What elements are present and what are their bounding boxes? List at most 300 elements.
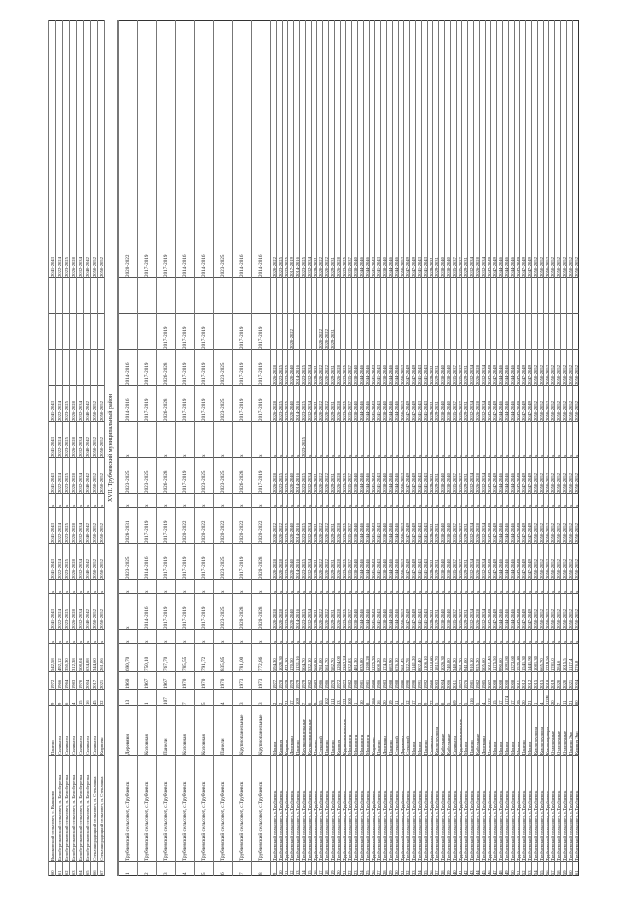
table-cell: 2044-2046 [504, 523, 509, 543]
table-cell: 2044-2046 [509, 401, 515, 421]
table-cell: 2050-2052 [99, 401, 104, 421]
table-cell: 2044-2046 [498, 365, 504, 385]
table-cell: x [417, 590, 422, 593]
table-cell: x [446, 590, 451, 593]
table-cell: 36 [428, 870, 434, 875]
table-cell: Кирпич Эко [573, 731, 579, 755]
table-cell: 634,88 [85, 658, 90, 671]
table-cell: 2047-2049 [486, 609, 492, 629]
table-cell: Панели [521, 740, 527, 755]
table-cell: Белоберезковский сельсовет, п. Белоберезка [71, 774, 76, 861]
table-cell: 2035-2037 [451, 523, 457, 543]
table-cell: x [125, 640, 131, 643]
table-cell: 2050-2052 [533, 401, 538, 421]
table-cell: x [370, 454, 376, 457]
rotated-table [48, 20, 579, 876]
table-cell: 2038-2040 [446, 473, 451, 493]
table-cell: 2020 [562, 679, 567, 689]
table-cell: x [370, 590, 376, 593]
table-cell: 2008 [504, 679, 509, 689]
table-cell: 3 [239, 702, 245, 705]
table-cell: 2047-2049 [405, 473, 411, 493]
table-cell: x [99, 590, 104, 593]
table-cell: x [283, 504, 289, 507]
table-cell: Монол [504, 741, 509, 755]
table-cell: 2020-2022 [318, 329, 324, 349]
table-cell [195, 278, 213, 314]
table-cell: 2029-2031 [463, 609, 469, 629]
table-cell: 2044-2046 [509, 609, 515, 629]
table-cell: x [144, 590, 150, 593]
table-cell: x [463, 590, 469, 593]
table-cell: 2040-2042 [85, 473, 90, 493]
table-cell: 2032-2034 [78, 473, 83, 493]
table-cell: Кирпич [335, 739, 341, 755]
table-cell: 2047-2049 [492, 559, 498, 579]
table-cell: 2020-2022 [318, 401, 324, 421]
table-cell: 37 [434, 870, 440, 875]
table-cell: Трубчевский сельсовет, с.Трубчевск [295, 790, 301, 861]
table-cell: Трубчевский сельсовет, с.Трубчевск [521, 790, 527, 861]
table-cell: 2047-2049 [486, 523, 492, 543]
table-cell: 2020-2028 [277, 609, 283, 629]
table-cell: 2014-2016 [295, 559, 301, 579]
table-cell: 2014-2016 [295, 401, 301, 421]
table-cell: 1373,60 [509, 656, 515, 671]
table-cell: 2015 [538, 679, 544, 689]
table-cell: 2017-2019 [201, 556, 207, 579]
table-cell: 2044-2046 [388, 523, 393, 543]
table-cell: x [201, 504, 207, 507]
table-cell: 174,19 [382, 658, 388, 671]
table-cell: x [64, 640, 69, 643]
table-cell: x [533, 454, 538, 457]
table-cell: 2023-2025 [301, 401, 306, 421]
table-cell: 2050-2052 [550, 401, 556, 421]
table-cell: 791,72 [201, 656, 207, 671]
table-cell: 2041-2043 [370, 365, 376, 385]
table-cell: Силикатн [57, 736, 62, 755]
table-cell: Кирпич [283, 739, 289, 755]
table-cell: x [163, 640, 169, 643]
table-cell: 2014-2016 [295, 609, 301, 629]
table-cell: 1973 [258, 678, 264, 689]
table-cell: 2029-2031 [428, 401, 434, 421]
table-cell: 2021 [99, 679, 104, 689]
table-cell: x [567, 504, 573, 507]
table-cell: 1967 [144, 678, 150, 689]
table-cell: 2050-2052 [538, 401, 544, 421]
table-cell: 561,45 [399, 658, 405, 671]
table-cell: 57 [550, 870, 556, 875]
table-cell: x [562, 504, 567, 507]
table-cell: 39 [446, 870, 451, 875]
table-cell: 1781,0 [550, 658, 556, 671]
table-cell: 8 [258, 872, 264, 875]
table-cell: x [71, 590, 76, 593]
table-cell: 1991 [417, 679, 422, 689]
table-cell: 2038-2040 [440, 365, 446, 385]
table-cell: 2026-2028 [475, 523, 480, 543]
table-cell: 2050-2052 [533, 365, 538, 385]
table-cell: Трубчевский сельсовет, с.Трубчевск [144, 781, 150, 861]
table-cell: x [347, 454, 353, 457]
table-cell: 1972 [341, 679, 347, 689]
capital-repair-schedule-table [48, 20, 579, 876]
table-cell: Панели Эко [567, 731, 573, 755]
table-cell: 2044-2046 [388, 559, 393, 579]
table-cell: 1970 [78, 679, 83, 689]
table-cell: 2020-2022 [324, 559, 330, 579]
table-cell: Силикатн [85, 736, 90, 755]
table-cell: 2029-2031 [434, 257, 440, 277]
table-cell: 690,70 [125, 656, 131, 671]
table-cell: 109 [295, 698, 301, 705]
table-cell: 740,80 [446, 658, 451, 671]
table-cell: 492,12 [57, 658, 62, 671]
table-cell: 761,70 [457, 658, 463, 671]
table-cell: 186 [370, 698, 376, 705]
table-cell: 504,70 [301, 658, 306, 671]
table-cell: 665,70 [538, 658, 544, 671]
table-cell: 2023-2025 [283, 401, 289, 421]
table-cell: 2029-2031 [428, 365, 434, 385]
table-cell: 2017-2019 [201, 606, 207, 629]
table-cell: 2050-2052 [562, 257, 567, 277]
table-cell: 2023-2025 [283, 559, 289, 579]
table-cell: x [475, 504, 480, 507]
table-cell: 2050-2052 [562, 473, 567, 493]
table-cell: 2029-2031 [330, 523, 335, 543]
table-cell: x [504, 640, 509, 643]
table-cell: 2029-2031 [312, 559, 318, 579]
table-cell: 1441,90 [527, 656, 533, 671]
table-cell: x [359, 640, 364, 643]
table-cell: 1114,60 [428, 656, 434, 671]
table-cell: x [258, 640, 264, 643]
table-cell: Трубчевский сельсовет, с.Трубчевск [324, 790, 330, 861]
table-cell: 2017-2019 [144, 520, 150, 543]
table-cell: 2047-2049 [515, 257, 521, 277]
table-cell: 2032-2034 [78, 609, 83, 629]
table-cell: 2044-2046 [504, 365, 509, 385]
table-cell: x [330, 640, 335, 643]
table-cell: Коловная [144, 734, 150, 755]
table-cell: Монол [463, 741, 469, 755]
table-cell: x [405, 590, 411, 593]
table-cell: 2041-2043 [376, 365, 382, 385]
table-cell: 1972 [335, 679, 341, 689]
table-cell: Панели [220, 738, 226, 755]
table-cell: x [457, 590, 463, 593]
table-cell: 2020-2040 [289, 365, 295, 385]
table-cell: x [364, 504, 370, 507]
table-cell: x [428, 640, 434, 643]
table-cell: Трубчевский сельсовет, с.Трубчевск [527, 790, 533, 861]
table-cell: x [295, 454, 301, 457]
table-cell: 2020-2022 [289, 329, 295, 349]
table-cell: Панели [422, 740, 428, 755]
table-cell: 2038-2040 [446, 401, 451, 421]
table-cell: 2050-2052 [573, 401, 579, 421]
table-cell: 1 [144, 702, 150, 705]
table-cell: Монолитн [359, 734, 364, 755]
table-cell: 20 [335, 870, 341, 875]
table-cell: x [480, 590, 486, 593]
table-cell: 284,6 [556, 660, 562, 671]
table-row [48, 20, 55, 876]
table-cell: x [341, 590, 347, 593]
table-cell: 53 [527, 870, 533, 875]
table-cell: x [411, 590, 417, 593]
table-cell: 2023-2025 [277, 257, 283, 277]
table-cell: x [324, 454, 330, 457]
table-cell: 2023-2025 [64, 437, 69, 457]
table-cell: 1960 [428, 679, 434, 689]
table-row [76, 20, 83, 876]
table-cell: Трубчевский сельсовет, с.Трубчевск [417, 790, 422, 861]
table-cell: 2029-2031 [434, 473, 440, 493]
table-cell: 2023-2025 [283, 523, 289, 543]
table-cell: 102 [324, 698, 330, 705]
table-cell: x [382, 590, 388, 593]
table-cell: 2026-2028 [163, 362, 169, 385]
table-cell: 2026-2028 [335, 473, 341, 493]
table-cell: 2006 [446, 679, 451, 689]
table-cell: 17 [498, 700, 504, 705]
table-cell: x [538, 454, 544, 457]
table-cell: x [521, 640, 527, 643]
table-cell: Коловная [201, 734, 207, 755]
table-cell: 56 [544, 870, 550, 875]
table-cell: 1972 [50, 679, 55, 689]
table-cell: 2020-2022 [324, 523, 330, 543]
table-cell: 2050-2052 [573, 365, 579, 385]
table-cell: 1980 [353, 679, 359, 689]
table-cell: 2023-2025 [283, 365, 289, 385]
table-cell: Деревянн [125, 733, 131, 755]
table-cell: 2050-2052 [399, 609, 405, 629]
table-cell: x [550, 590, 556, 593]
table-cell: 2050-2052 [544, 559, 550, 579]
table-cell: 2041-2043 [370, 559, 376, 579]
table-cell: x [125, 454, 131, 457]
table-cell: 5 [201, 872, 207, 875]
table-cell: x [359, 590, 364, 593]
table-cell: 2017-2019 [258, 470, 264, 493]
table-cell: 2041-2043 [422, 257, 428, 277]
table-cell: 5 [201, 702, 207, 705]
table-cell: 17 [509, 700, 515, 705]
table-cell: 2040-2042 [85, 437, 90, 457]
table-cell: 29 [388, 870, 393, 875]
table-cell: Панели [376, 740, 382, 755]
table-cell: 560,80 [312, 658, 318, 671]
table-cell: 30 [393, 870, 399, 875]
table-cell: Стеновой [393, 736, 399, 755]
table-cell: 2032-2034 [480, 609, 486, 629]
table-cell: 2029-2031 [330, 473, 335, 493]
table-cell: 2028-2031 [125, 520, 131, 543]
table-cell: 5 [475, 702, 480, 705]
table-cell: 2032-2034 [306, 257, 312, 277]
table-cell: 2038-2040 [440, 559, 446, 579]
table-cell: x [306, 640, 312, 643]
table-cell: 2029-2031 [463, 365, 469, 385]
table-cell: 1081,30 [533, 656, 538, 671]
table-cell: 2035-2037 [347, 401, 353, 421]
table-cell: 2026-2028 [71, 401, 76, 421]
table-cell: 2020-2022 [318, 365, 324, 385]
table-cell: 2026-2028 [335, 559, 341, 579]
table-cell: x [306, 590, 312, 593]
table-cell: 2047-2049 [521, 559, 527, 579]
table-cell: 2041-2043 [417, 401, 422, 421]
table-cell: 1988 [388, 679, 393, 689]
table-cell: 2014-2016 [295, 473, 301, 493]
table-cell: x [182, 590, 188, 593]
table-cell: 2041-2043 [50, 523, 55, 543]
table-cell: 2050-2052 [567, 257, 573, 277]
table-cell: 2032-2034 [78, 437, 83, 457]
table-cell: 11 [562, 700, 567, 705]
table-cell: 2047-2049 [515, 559, 521, 579]
table-cell: 2014-2016 [125, 362, 131, 385]
table-cell: 2020-2022 [272, 257, 277, 277]
table-cell: Трубчевский сельсовет, с.Трубчевск [475, 790, 480, 861]
table-cell: Трубчевский сельсовет, с.Трубчевск [258, 781, 264, 861]
table-cell: 2050-2052 [567, 401, 573, 421]
table-cell: Монолитн [364, 734, 370, 755]
table-cell: 2029-2031 [312, 523, 318, 543]
table-cell: x [417, 504, 422, 507]
table-cell: 2032-2034 [469, 257, 475, 277]
table-cell: x [498, 504, 504, 507]
table-cell: 2041-2043 [376, 401, 382, 421]
table-cell: 2029-2031 [330, 257, 335, 277]
table-cell: 2044-2046 [388, 401, 393, 421]
table-cell: 2020-2028 [239, 606, 245, 629]
table-cell: 46 [486, 870, 492, 875]
table-cell: 2023-2025 [125, 470, 131, 493]
table-cell: 2014-2016 [295, 257, 301, 277]
table-cell: 15 [492, 700, 498, 705]
table-cell: Деревянн [382, 736, 388, 755]
table-cell: x [295, 590, 301, 593]
table-cell: 2050-2052 [538, 609, 544, 629]
table-cell: 2032-2034 [78, 559, 83, 579]
table-cell [138, 422, 156, 458]
table-cell: x [324, 504, 330, 507]
table-cell: 2023-2025 [301, 523, 306, 543]
table-cell: x [272, 504, 277, 507]
table-cell: x [538, 504, 544, 507]
table-cell: 2017-2019 [258, 398, 264, 421]
table-cell: 1982 [306, 679, 312, 689]
table-cell: x [393, 640, 399, 643]
table-cell: 835,85 [220, 656, 226, 671]
table-cell: 1976 [463, 679, 469, 689]
table-cell: 2017-2019 [201, 326, 207, 349]
table-cell: 2047-2049 [486, 365, 492, 385]
table-cell: 1 [353, 702, 359, 705]
table-cell: 1990 [399, 679, 405, 689]
table-cell: 2038-2040 [382, 257, 388, 277]
table-cell: 2023-2025 [220, 254, 226, 277]
table-cell: Трубчевский сельсовет, с.Трубчевск [434, 790, 440, 861]
table-cell: 1972 [457, 679, 463, 689]
table-cell: Белоберезковский сельсовет, п. Белоберезка [57, 774, 62, 861]
table-cell: x [388, 640, 393, 643]
table-cell: x [163, 590, 169, 593]
table-cell: 2041-2043 [376, 609, 382, 629]
table-cell: x [272, 454, 277, 457]
table-row [55, 20, 62, 876]
table-cell: 2050-2052 [567, 523, 573, 543]
table-row [213, 20, 232, 876]
table-cell: 2017-2019 [258, 326, 264, 349]
table-cell: x [533, 640, 538, 643]
table-cell: x [57, 640, 62, 643]
table-cell: 2047-2049 [411, 257, 417, 277]
table-cell: x [324, 640, 330, 643]
table-cell: 2020-2022 [324, 401, 330, 421]
table-cell: x [239, 504, 245, 507]
table-cell: 2035-2037 [457, 609, 463, 629]
table-cell: 2026-2028 [71, 559, 76, 579]
table-cell: 2029-2031 [428, 609, 434, 629]
table-cell: x [399, 454, 405, 457]
table-cell: Панели [469, 740, 475, 755]
table-cell: 2041-2043 [370, 401, 376, 421]
table-cell: 1541,30 [521, 656, 527, 671]
table-cell: 2047-2049 [411, 365, 417, 385]
table-cell: 4 [538, 702, 544, 705]
table-cell: 2020-2022 [318, 473, 324, 493]
table-cell: 2044-2046 [359, 365, 364, 385]
table-cell: Трубчевский сельсовет, с.Трубчевск [289, 790, 295, 861]
table-cell: 1990 [405, 679, 411, 689]
table-cell: x [289, 590, 295, 593]
table-cell: 2029-2031 [330, 329, 335, 349]
table-cell: 910,10 [469, 658, 475, 671]
table-cell: Вышковский сельсовет, с. Вышково [50, 790, 55, 861]
table-cell: Силикатн [428, 736, 434, 755]
table-cell: 2044-2046 [498, 523, 504, 543]
table-cell: 1966 [57, 679, 62, 689]
table-cell: 2007 [486, 679, 492, 689]
table-cell: 2035-2037 [451, 609, 457, 629]
table-cell: 522,78 [405, 658, 411, 671]
table-cell: x [405, 504, 411, 507]
table-cell: 35 [422, 870, 428, 875]
table-cell: 2020-2022 [201, 520, 207, 543]
table-cell: Кабельные [475, 733, 480, 755]
table-cell: 2050-2052 [550, 609, 556, 629]
table-cell [119, 314, 137, 350]
table-cell: 1978 [277, 679, 283, 689]
table-cell: 2050-2052 [92, 559, 97, 579]
table-cell: 43 [469, 870, 475, 875]
table-cell: 1174 [504, 695, 509, 705]
table-cell: 1131,16 [295, 656, 301, 671]
table-cell: x [125, 626, 131, 629]
table-cell: 2032-2034 [78, 257, 83, 277]
table-cell: 2 [272, 702, 277, 705]
table-row [62, 20, 69, 876]
table-cell: 2003 [434, 679, 440, 689]
table-cell: x [318, 504, 324, 507]
